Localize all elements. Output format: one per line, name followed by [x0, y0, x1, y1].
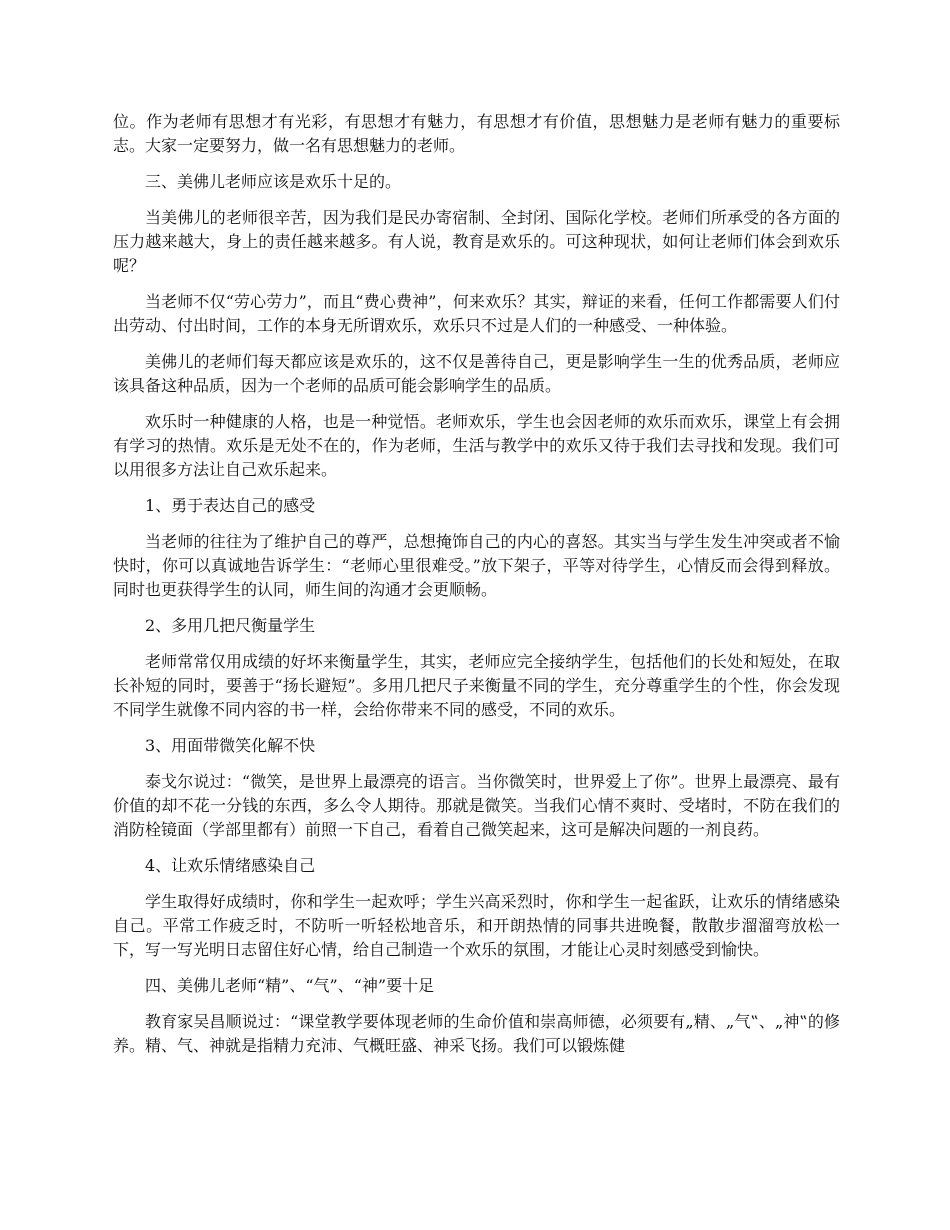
paragraph: 欢乐时一种健康的人格，也是一种觉悟。老师欢乐，学生也会因老师的欢乐而欢乐，课堂上有会拥有学习的热情。欢乐是无处不在的，作为老师，生活与教学中的欢乐又待于我们去寻找和发现。我们可以用很多方法让自己欢乐起来。	[113, 412, 840, 479]
paragraph-continuation: 位。作为老师有思想才有光彩，有思想才有魅力，有思想才有价值，思想魅力是老师有魅力的重要标志。大家一定要努力，做一名有思想魅力的老师。	[113, 112, 840, 155]
paragraph: 当美佛儿的老师很辛苦，因为我们是民办寄宿制、全封闭、国际化学校。老师们所承受的各方面的压力越来越大，身上的责任越来越多。有人说，教育是欢乐的。可这种现状，如何让老师们体会到欢乐呢？	[113, 208, 840, 275]
paragraph: 美佛儿的老师们每天都应该是欢乐的，这不仅是善待自己，更是影响学生一生的优秀品质，老师应该具备这种品质，因为一个老师的品质可能会影响学生的品质。	[113, 352, 840, 395]
subheading-1: 1、勇于表达自己的感受	[145, 496, 316, 515]
paragraph: 教育家吴昌顺说过：“课堂教学要体现老师的生命价值和崇高师德，必须要有„精、„气‟、„神‟的修养。精、气、神就是指精力充沛、气概旺盛、神采飞扬。我们可以锻炼健	[113, 1012, 840, 1055]
subheading-3: 3、用面带微笑化解不快	[145, 736, 316, 755]
section-heading-4: 四、美佛儿老师“精”、“气”、“神”要十足	[145, 976, 435, 995]
section-heading-3: 三、美佛儿老师应该是欢乐十足的。	[145, 172, 402, 191]
paragraph: 学生取得好成绩时，你和学生一起欢呼；学生兴高采烈时，你和学生一起雀跃，让欢乐的情绪感染自己。平常工作疲乏时，不防听一听轻松地音乐，和开朗热情的同事共进晚餐，散散步溜溜弯放松一下，写一写光明日志留住好心情，给自己制造一个欢乐的氛围，才能让心灵时刻感受到愉快。	[113, 892, 840, 959]
document-page	[113, 110, 840, 1070]
subheading-2: 2、多用几把尺衡量学生	[145, 616, 316, 635]
paragraph: 当老师的往往为了维护自己的尊严，总想掩饰自己的内心的喜怒。其实当与学生发生冲突或者不愉快时，你可以真诚地告诉学生：“老师心里很难受。”放下架子，平等对待学生，心情反而会得到释放。同时也更获得学生的认同，师生间的沟通才会更顺畅。	[113, 532, 840, 599]
subheading-4: 4、让欢乐情绪感染自己	[145, 856, 316, 875]
paragraph: 泰戈尔说过：“微笑，是世界上最漂亮的语言。当你微笑时，世界爱上了你”。世界上最漂亮、最有价值的却不花一分钱的东西，多么令人期待。那就是微笑。当我们心情不爽时、受堵时，不防在我们的消防栓镜面（学部里都有）前照一下自己，看着自己微笑起来，这可是解决问题的一剂良药。	[113, 772, 840, 839]
paragraph: 当老师不仅“劳心劳力”，而且“费心费神”，何来欢乐？其实，辩证的来看，任何工作都需要人们付出劳动、付出时间，工作的本身无所谓欢乐，欢乐只不过是人们的一种感受、一种体验。	[113, 292, 840, 335]
paragraph: 老师常常仅用成绩的好坏来衡量学生，其实，老师应完全接纳学生，包括他们的长处和短处，在取长补短的同时，要善于“扬长避短”。多用几把尺子来衡量不同的学生，充分尊重学生的个性，你会发现不同学生就像不同内容的书一样，会给你带来不同的感受，不同的欢乐。	[113, 652, 840, 719]
